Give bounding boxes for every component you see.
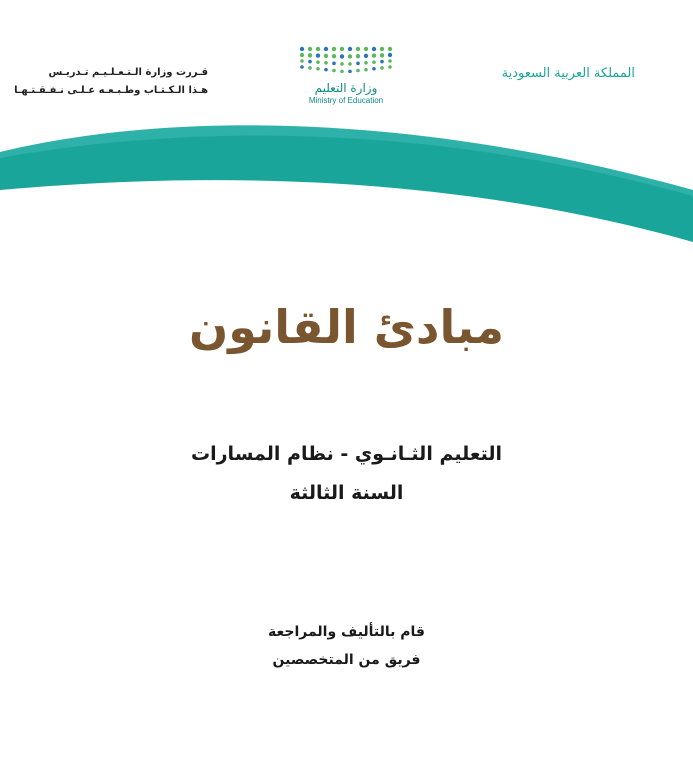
book-subtitle: التعليم الثـانـوي - نظام المسارات <box>191 443 502 465</box>
logo-dot <box>388 65 392 69</box>
logo-dot <box>332 69 336 73</box>
logo-dot <box>348 62 352 66</box>
logo-dot <box>372 53 376 57</box>
ministry-logo <box>290 44 402 105</box>
logo-dot <box>364 54 368 58</box>
logo-dot <box>340 70 344 74</box>
logo-dot <box>364 47 368 51</box>
logo-dot <box>316 47 320 51</box>
logo-dot <box>364 68 368 72</box>
logo-dot <box>356 47 360 51</box>
logo-dot <box>372 47 376 51</box>
authors-credit: قام بالتأليف والمراجعة <box>268 624 425 640</box>
teal-arc-band <box>0 110 693 250</box>
ministry-decree-note <box>14 64 208 100</box>
logo-dot <box>316 67 320 71</box>
logo-dot <box>332 62 336 66</box>
logo-dot <box>388 53 392 57</box>
school-year: السنة الثالثة <box>289 482 404 504</box>
logo-dot <box>308 47 312 51</box>
logo-dot <box>324 54 328 58</box>
ministry-name-english: Ministry of Education <box>308 96 384 105</box>
logo-dot <box>332 54 336 58</box>
logo-dot <box>324 47 328 51</box>
logo-dot <box>340 47 344 51</box>
logo-dot <box>308 60 312 64</box>
logo-dot <box>340 62 344 66</box>
decree-line: قـررت وزارة الـتـعـلـيـم تـدريـس <box>48 67 208 78</box>
logo-dot <box>340 54 344 58</box>
logo-dot <box>380 53 384 57</box>
logo-dot <box>332 47 336 51</box>
logo-dot <box>372 67 376 71</box>
logo-dot <box>316 60 320 64</box>
logo-dot <box>324 68 328 72</box>
logo-dot <box>300 53 304 57</box>
logo-dot <box>308 66 312 70</box>
logo-dot <box>388 59 392 63</box>
logo-dot <box>348 54 352 58</box>
logo-dot <box>316 53 320 57</box>
logo-dot <box>348 47 352 51</box>
decree-line: هـذا الـكـتـاب وطـبـعـه عـلـى نـفـقـتـهـا <box>14 85 208 96</box>
ministry-name-arabic: وزارة التعليم <box>314 81 378 95</box>
logo-dot <box>356 62 360 66</box>
logo-dot <box>356 69 360 73</box>
logo-dot <box>356 54 360 58</box>
logo-dot <box>380 47 384 51</box>
logo-dot <box>348 70 352 74</box>
logo-dot <box>372 60 376 64</box>
logo-dot <box>324 61 328 65</box>
logo-dot <box>380 66 384 70</box>
authors-team: فريق من المتخصصين <box>272 652 421 668</box>
logo-dot <box>300 59 304 63</box>
logo-dot <box>300 65 304 69</box>
country-name: المملكة العربية السعودية <box>501 66 635 81</box>
book-title: مبادئ القانون <box>188 300 505 354</box>
ministry-dots-logo-icon <box>298 44 394 78</box>
logo-dot <box>388 47 392 51</box>
logo-dot <box>364 61 368 65</box>
logo-dot <box>308 53 312 57</box>
logo-dot <box>300 47 304 51</box>
logo-dot <box>380 60 384 64</box>
